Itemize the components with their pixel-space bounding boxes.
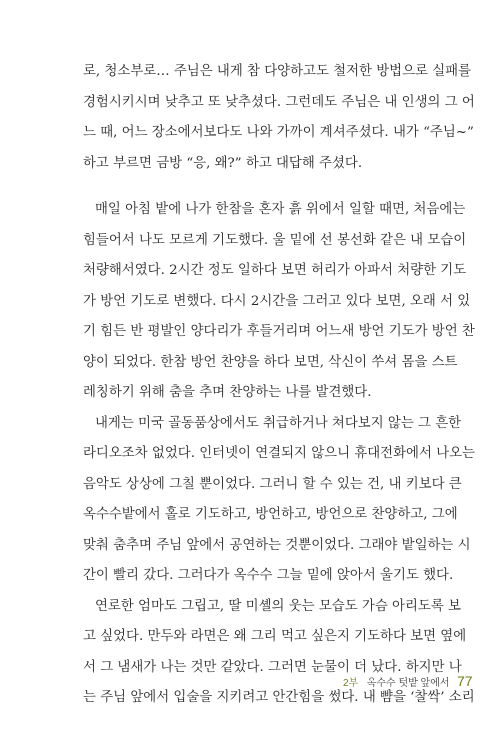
page-footer bbox=[343, 673, 473, 691]
text-line: 하고 부르면 금방 “응, 왜?” 하고 대답해 주셨다. bbox=[83, 155, 363, 171]
text-line: 서 그 냄새가 나는 것만 같았다. 그러면 눈물이 더 났다. 하지만 나 bbox=[83, 659, 462, 675]
text-line: 힘들어서 나도 모르게 기도했다. 울 밑에 선 봉선화 같은 내 모습이 bbox=[83, 232, 467, 248]
text-line: 고 싶었다. 만두와 라면은 왜 그리 먹고 싶은지 기도하다 보면 옆에 bbox=[83, 629, 467, 644]
paragraph-continued bbox=[83, 57, 475, 179]
text-line: 매일 아침 밭에 나가 한참을 혼자 흙 위에서 일할 때면, 처음에는 bbox=[95, 202, 466, 217]
chapter-title: 옥수수 텃밭 앞에서 bbox=[366, 678, 450, 689]
text-line: 라디오조차 없었다. 인터넷이 연결되지 않으니 휴대전화에서 나오는 bbox=[83, 446, 475, 461]
text-line: 가 방언 기도로 변했다. 다시 2시간을 그러고 있다 보면, 오래 서 있 bbox=[83, 293, 471, 309]
text-line: 경험시키시며 낮추고 또 낮추셨다. 그런데도 주님은 내 인생의 그 어 bbox=[83, 94, 475, 110]
part-label: 2부 bbox=[343, 678, 359, 689]
text-line: 음악도 상상에 그칠 뿐이었다. 그러니 할 수 있는 건, 내 키보다 큰 bbox=[83, 476, 462, 492]
paragraph bbox=[83, 195, 475, 409]
text-line: 옥수수밭에서 홀로 기도하고, 방언하고, 방언으로 찬양하고, 그에 bbox=[83, 507, 458, 522]
text-line: 로, 청소부로… 주님은 내게 참 다양하고도 철저한 방법으로 실패를 bbox=[83, 64, 472, 79]
text-line: 맞춰 춤추며 주님 앞에서 공연하는 것뿐이었다. 그래야 밭일하는 시 bbox=[83, 537, 471, 553]
text-line: 처량해서였다. 2시간 정도 일하다 보면 허리가 아파서 처량한 기도 bbox=[83, 263, 467, 278]
paragraph bbox=[83, 409, 475, 592]
text-line: 는 주님 앞에서 입술을 지키려고 안간힘을 썼다. 내 뺨을 ‘찰싹’ 소리 bbox=[83, 690, 475, 705]
text-line: 내게는 미국 골동품상에서도 취급하거나 쳐다보지 않는 그 흔한 bbox=[95, 415, 462, 431]
text-line: 간이 빨리 갔다. 그러다가 옥수수 그늘 밑에 앉아서 울기도 했다. bbox=[83, 568, 454, 583]
text-line: 양이 되었다. 한참 방언 찬양을 하다 보면, 삭신이 쑤셔 몸을 스트 bbox=[83, 354, 458, 370]
text-line: 기 힘든 반 평발인 양다리가 후들거리며 어느새 방언 기도가 방언 찬 bbox=[83, 324, 475, 339]
page-number: 77 bbox=[456, 673, 473, 689]
text-line: 연로한 엄마도 그립고, 딸 미셸의 웃는 모습도 가슴 아리도록 보 bbox=[95, 598, 461, 614]
text-line: 느 때, 어느 장소에서보다도 나와 가까이 계셔주셨다. 내가 “주님~” bbox=[83, 125, 474, 140]
text-line: 레칭하기 위해 춤을 추며 찬양하는 나를 발견했다. bbox=[83, 385, 372, 400]
